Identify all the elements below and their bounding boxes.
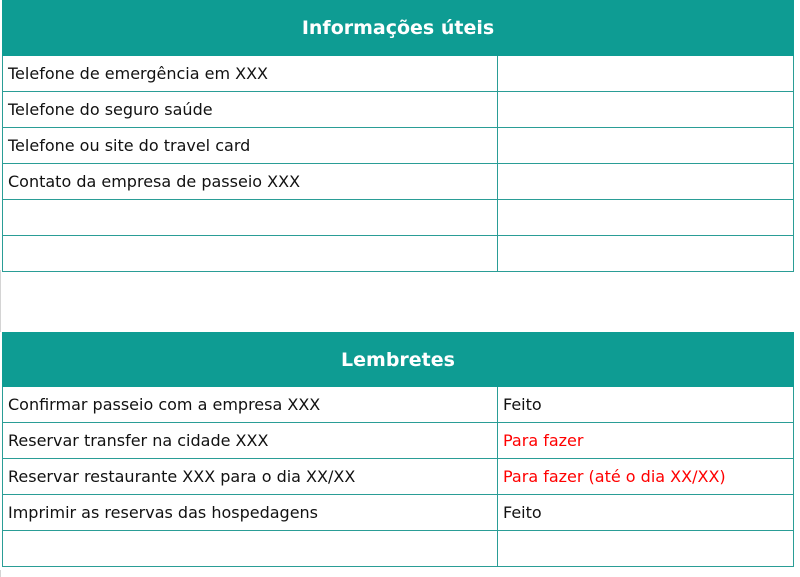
info-row: [3, 128, 794, 164]
info-row: [3, 236, 794, 272]
reminder-row: [3, 459, 794, 495]
info-label-cell[interactable]: [3, 200, 498, 236]
info-value-cell[interactable]: [498, 128, 794, 164]
reminder-status-cell[interactable]: Para fazer: [498, 423, 794, 459]
info-value-cell[interactable]: [498, 200, 794, 236]
info-value-cell[interactable]: [498, 56, 794, 92]
reminder-status-cell[interactable]: Feito: [498, 387, 794, 423]
info-row: [3, 56, 794, 92]
reminder-row: [3, 387, 794, 423]
info-row: [3, 92, 794, 128]
reminder-row: [3, 495, 794, 531]
reminder-row: [3, 423, 794, 459]
reminder-task-cell[interactable]: Confirmar passeio com a empresa XXX: [3, 387, 498, 423]
info-label-cell[interactable]: Contato da empresa de passeio XXX: [3, 164, 498, 200]
reminders-table: [2, 332, 794, 567]
info-label-cell[interactable]: Telefone do seguro saúde: [3, 92, 498, 128]
info-label-cell[interactable]: Telefone ou site do travel card: [3, 128, 498, 164]
info-value-cell[interactable]: [498, 164, 794, 200]
sheet-gridline: [0, 270, 1, 332]
info-label-cell[interactable]: [3, 236, 498, 272]
info-value-cell[interactable]: [498, 236, 794, 272]
reminders-header-row: [3, 333, 794, 387]
info-row: [3, 200, 794, 236]
info-label-cell[interactable]: Telefone de emergência em XXX: [3, 56, 498, 92]
reminder-task-cell[interactable]: Imprimir as reservas das hospedagens: [3, 495, 498, 531]
sheet-gridline: [0, 570, 1, 577]
reminder-status-cell[interactable]: [498, 531, 794, 567]
reminder-status-cell[interactable]: Para fazer (até o dia XX/XX): [498, 459, 794, 495]
info-table: [2, 0, 794, 272]
reminder-task-cell[interactable]: Reservar restaurante XXX para o dia XX/XX: [3, 459, 498, 495]
info-header-row: [3, 1, 794, 56]
info-value-cell[interactable]: [498, 92, 794, 128]
reminder-status-cell[interactable]: Feito: [498, 495, 794, 531]
reminder-task-cell[interactable]: [3, 531, 498, 567]
reminder-task-cell[interactable]: Reservar transfer na cidade XXX: [3, 423, 498, 459]
info-row: [3, 164, 794, 200]
reminders-title: Lembretes: [3, 333, 794, 387]
reminder-row: [3, 531, 794, 567]
info-title: Informações úteis: [3, 1, 794, 56]
